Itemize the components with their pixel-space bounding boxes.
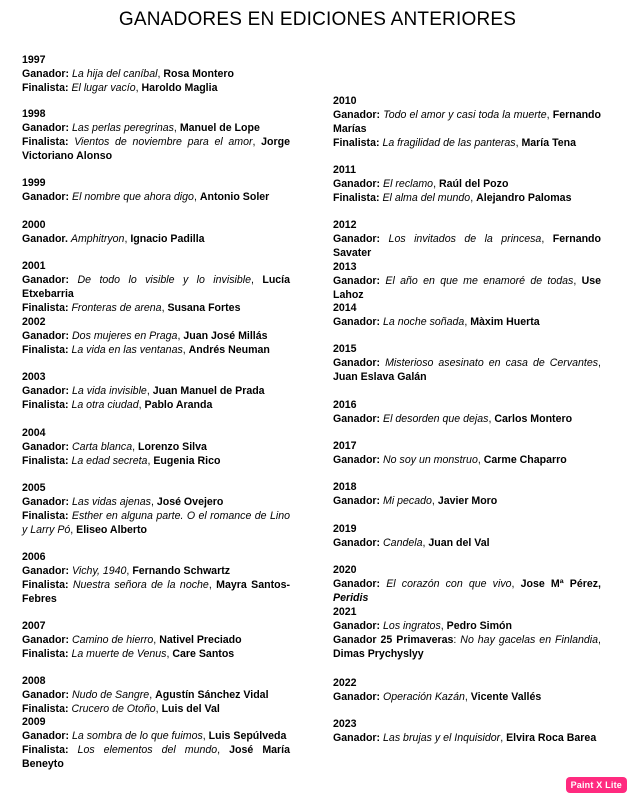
- author-name: Raúl del Pozo: [438, 178, 509, 190]
- author-name: Luis Sepúlveda: [208, 730, 287, 742]
- award-year: 2022: [333, 677, 357, 689]
- award-year: 2002: [22, 316, 46, 328]
- award-line: [22, 454, 290, 468]
- award-year: 2018: [333, 481, 357, 493]
- author-name: Carlos Montero: [494, 413, 573, 425]
- award-line: [333, 177, 601, 191]
- separator: ,: [132, 441, 138, 453]
- book-title: Los invitados de la princesa: [388, 233, 542, 245]
- award-entry: [333, 676, 601, 704]
- book-title: El reclamo: [383, 178, 434, 190]
- book-title: Nudo de Sangre: [72, 689, 150, 701]
- award-label: Ganador:: [22, 191, 73, 203]
- book-title: La vida invisible: [72, 385, 147, 397]
- author-name: Màxim Huerta: [470, 316, 540, 328]
- separator: ,: [135, 82, 142, 94]
- author-name: Fernando Savater: [333, 233, 601, 259]
- book-title: Fronteras de arena: [71, 302, 162, 314]
- separator: ,: [202, 730, 209, 742]
- award-year: 2012: [333, 219, 357, 231]
- award-label: Ganador:: [333, 620, 384, 632]
- award-label: Ganador:: [333, 454, 384, 466]
- separator: ,: [598, 357, 601, 369]
- award-line: [22, 509, 290, 537]
- award-label: Finalista:: [22, 82, 72, 94]
- author-name: Care Santos: [172, 648, 235, 660]
- award-year: 2009: [22, 716, 46, 728]
- award-line: [333, 633, 601, 661]
- award-entry: [333, 717, 601, 745]
- separator: ,: [252, 136, 262, 148]
- award-line: [22, 121, 290, 135]
- award-entry: [333, 218, 601, 260]
- award-label: Ganador:: [333, 109, 384, 121]
- author-name: Manuel de Lope: [179, 122, 260, 134]
- author-name: Carme Chaparro: [483, 454, 567, 466]
- award-label: Finalista:: [22, 302, 72, 314]
- book-title: Todo el amor y casi toda la muerte: [383, 109, 547, 121]
- author-name: Elvira Roca Barea: [506, 732, 597, 744]
- book-title: La vida en las ventanas: [71, 344, 183, 356]
- award-line: [22, 398, 290, 412]
- award-label: Finalista:: [22, 136, 75, 148]
- author-name: Pablo Aranda: [144, 399, 213, 411]
- award-label: Finalista:: [333, 137, 383, 149]
- award-entry: [333, 301, 601, 329]
- award-label: Ganador:: [22, 274, 78, 286]
- award-line: [333, 619, 601, 633]
- award-label: Ganador:: [22, 330, 73, 342]
- separator: ,: [511, 578, 521, 590]
- book-title: La hija del caníbal: [72, 68, 158, 80]
- separator: ,: [177, 330, 184, 342]
- award-label: Ganador:: [333, 357, 386, 369]
- award-line: [22, 273, 290, 301]
- award-year: 2010: [333, 95, 357, 107]
- separator: ,: [153, 634, 160, 646]
- separator: ,: [250, 274, 263, 286]
- award-label: Finalista:: [22, 703, 72, 715]
- author-name: Dimas Prychyslyy: [333, 648, 424, 660]
- award-line: [22, 384, 290, 398]
- separator: ,: [217, 744, 230, 756]
- award-entry: [22, 53, 290, 95]
- separator: ,: [138, 399, 145, 411]
- award-line: [22, 647, 290, 661]
- separator: ,: [470, 192, 477, 204]
- book-title: Las perlas peregrinas: [72, 122, 174, 134]
- award-entry: [333, 605, 601, 661]
- author-name: Fernando Marías: [333, 109, 601, 135]
- author-name: Jorge Victoriano Alonso: [22, 136, 290, 162]
- award-label: Ganador:: [22, 689, 73, 701]
- author-name: Haroldo Maglia: [141, 82, 218, 94]
- award-label: Ganador:: [333, 578, 387, 590]
- award-label: Ganador:: [333, 233, 389, 245]
- award-line: [22, 564, 290, 578]
- author-name: José Ovejero: [156, 496, 224, 508]
- award-label: Ganador:: [22, 634, 73, 646]
- award-year: 2014: [333, 302, 357, 314]
- page-title: GANADORES EN EDICIONES ANTERIORES: [118, 9, 517, 30]
- book-title: La edad secreta: [71, 455, 148, 467]
- award-label: Ganador:: [22, 565, 73, 577]
- award-label: Ganador:: [333, 537, 384, 549]
- author-name: Antonio Soler: [199, 191, 270, 203]
- author-name: Juan del Val: [428, 537, 490, 549]
- award-line: [22, 578, 290, 606]
- award-line: [333, 356, 601, 384]
- separator: :: [453, 634, 461, 646]
- separator: ,: [208, 579, 217, 591]
- book-title: El desorden que dejas: [383, 413, 489, 425]
- award-year: 2019: [333, 523, 357, 535]
- separator: ,: [166, 648, 173, 660]
- book-title: El lugar vacío: [71, 82, 136, 94]
- separator: ,: [182, 344, 189, 356]
- separator: ,: [500, 732, 507, 744]
- award-entry: [333, 342, 601, 384]
- award-label: Finalista:: [22, 455, 72, 467]
- separator: ,: [546, 109, 553, 121]
- separator: ,: [124, 233, 131, 245]
- award-line: [333, 690, 601, 704]
- award-entry: [22, 107, 290, 163]
- award-label: Ganador:: [333, 691, 384, 703]
- award-year: 2008: [22, 675, 46, 687]
- separator: ,: [433, 178, 439, 190]
- award-line: [22, 135, 290, 163]
- author-name: Eugenia Rico: [153, 455, 221, 467]
- separator: ,: [541, 233, 553, 245]
- book-title: Los ingratos: [383, 620, 441, 632]
- award-year: 2015: [333, 343, 357, 355]
- award-label: Ganador 25 Primaveras: [333, 634, 454, 646]
- separator: ,: [150, 496, 157, 508]
- separator: ,: [126, 565, 133, 577]
- award-entry: [22, 481, 290, 537]
- book-title: La fragilidad de las panteras: [382, 137, 516, 149]
- award-entry: [333, 522, 601, 550]
- award-entry: [333, 563, 601, 605]
- book-title: Vichy, 1940: [72, 565, 127, 577]
- separator: ,: [146, 385, 153, 397]
- author-name: Javier Moro: [437, 495, 498, 507]
- separator: ,: [431, 495, 438, 507]
- award-label: Ganador:: [333, 495, 384, 507]
- award-year: 2023: [333, 718, 357, 730]
- separator: ,: [173, 122, 180, 134]
- award-label: Ganador:: [22, 122, 73, 134]
- book-title: La noche soñada: [383, 316, 465, 328]
- award-entry: [333, 480, 601, 508]
- book-title: El nombre que ahora digo: [72, 191, 194, 203]
- award-entry: [22, 218, 290, 246]
- award-line: [22, 190, 290, 204]
- award-year: 2000: [22, 219, 46, 231]
- award-line: [22, 440, 290, 454]
- award-line: [333, 232, 601, 260]
- separator: ,: [70, 524, 77, 536]
- author-name: Fernando Schwartz: [132, 565, 231, 577]
- award-label: Finalista:: [22, 744, 78, 756]
- book-title: Vientos de noviembre para el amor: [74, 136, 253, 148]
- award-year: 2005: [22, 482, 46, 494]
- author-name: Juan José Millás: [183, 330, 268, 342]
- award-line: [22, 743, 290, 771]
- award-entry: [22, 715, 290, 771]
- award-entry: [22, 370, 290, 412]
- separator: ,: [573, 275, 582, 287]
- award-label: Finalista:: [22, 344, 72, 356]
- author-name: Lucía Etxebarria: [22, 274, 291, 300]
- award-label: Ganador:: [333, 275, 386, 287]
- separator: ,: [488, 413, 495, 425]
- book-title: Carta blanca: [72, 441, 133, 453]
- book-title: La muerte de Venus: [71, 648, 167, 660]
- award-year: 1997: [22, 54, 46, 66]
- author-name: José María Beneyto: [22, 744, 290, 770]
- award-year: 2007: [22, 620, 46, 632]
- award-entry: [333, 439, 601, 467]
- book-title: Mi pecado: [383, 495, 432, 507]
- award-year: 2001: [22, 260, 46, 272]
- award-year: 1998: [22, 108, 46, 120]
- book-title: Los elementos del mundo: [77, 744, 218, 756]
- separator: ,: [477, 454, 484, 466]
- award-entry: [333, 398, 601, 426]
- award-label: Finalista:: [333, 192, 383, 204]
- author-name: Nativel Preciado: [159, 634, 242, 646]
- award-label: Ganador:: [333, 316, 384, 328]
- award-line: [22, 232, 290, 246]
- author-name: Andrés Neuman: [188, 344, 270, 356]
- award-line: [22, 702, 290, 716]
- book-title: Amphitryon: [70, 233, 125, 245]
- separator: ,: [147, 455, 154, 467]
- award-entry: [22, 259, 290, 315]
- award-label: Ganador:: [22, 441, 73, 453]
- award-year: 2003: [22, 371, 46, 383]
- author-name: Agustín Sánchez Vidal: [155, 689, 269, 701]
- separator: ,: [464, 691, 471, 703]
- award-year: 2017: [333, 440, 357, 452]
- award-year: 2020: [333, 564, 357, 576]
- award-line: [22, 81, 290, 95]
- separator: ,: [193, 191, 200, 203]
- author-name: Juan Manuel de Prada: [152, 385, 265, 397]
- award-year: 2013: [333, 261, 357, 273]
- award-label: Ganador:: [22, 730, 73, 742]
- book-title: Operación Kazán: [383, 691, 465, 703]
- award-line: [333, 577, 601, 605]
- award-entry: [22, 550, 290, 606]
- award-line: [333, 536, 601, 550]
- award-label: Finalista:: [22, 399, 72, 411]
- award-year: 1999: [22, 177, 46, 189]
- author-name: Rosa Montero: [163, 68, 234, 80]
- award-label: Ganador:: [22, 496, 73, 508]
- author-name: Vicente Vallés: [470, 691, 542, 703]
- award-line: [333, 494, 601, 508]
- author-name: Eliseo Alberto: [76, 524, 148, 536]
- award-line: [333, 453, 601, 467]
- author-name: Susana Fortes: [167, 302, 241, 314]
- award-entry: [22, 674, 290, 716]
- award-line: [22, 495, 290, 509]
- author-name: Juan Eslava Galán: [333, 371, 427, 383]
- award-label: Finalista:: [22, 510, 72, 522]
- author-name: Pedro Simón: [446, 620, 512, 632]
- app-badge: Paint X Lite: [566, 777, 627, 793]
- book-title: Candela: [383, 537, 423, 549]
- author-name: Mayra Santos-Febres: [22, 579, 290, 605]
- book-title: Esther en alguna parte. O el romance de Lino y Larry Pó: [22, 510, 290, 536]
- award-entry: [22, 619, 290, 661]
- award-label: Ganador:: [333, 178, 384, 190]
- award-line: [333, 108, 601, 136]
- award-line: [22, 329, 290, 343]
- book-title: Misterioso asesinato en casa de Cervantes: [385, 357, 599, 369]
- book-title: La sombra de lo que fuimos: [72, 730, 203, 742]
- award-line: [333, 136, 601, 150]
- author-name: Use Lahoz: [333, 275, 602, 301]
- book-title: El alma del mundo: [382, 192, 471, 204]
- book-title: De todo lo visible y lo invisible: [77, 274, 251, 286]
- award-entry: [22, 176, 290, 204]
- book-title: Nuestra señora de la noche: [72, 579, 209, 591]
- award-label: Ganador:: [22, 385, 73, 397]
- award-label: Finalista:: [22, 648, 72, 660]
- award-label: Ganador:: [333, 732, 384, 744]
- award-label: Ganador:: [333, 413, 384, 425]
- separator: ,: [422, 537, 429, 549]
- author-name: María Tena: [521, 137, 577, 149]
- separator: ,: [598, 634, 601, 646]
- author-name: Jose Mª Pérez,: [520, 578, 601, 590]
- award-year: 2021: [333, 606, 357, 618]
- separator: ,: [464, 316, 471, 328]
- award-line: [333, 412, 601, 426]
- book-title: No hay gacelas en Finlandia: [460, 634, 599, 646]
- award-year: 2004: [22, 427, 46, 439]
- award-line: [333, 731, 601, 745]
- book-title: El corazón con que vivo: [386, 578, 512, 590]
- author-name: Ignacio Padilla: [130, 233, 205, 245]
- book-title: Crucero de Otoño: [71, 703, 156, 715]
- award-year: 2016: [333, 399, 357, 411]
- author-name: Alejandro Palomas: [476, 192, 572, 204]
- book-title: El año en que me enamoré de todas: [385, 275, 574, 287]
- award-year: 2011: [333, 164, 356, 176]
- award-entry: [333, 94, 601, 150]
- separator: ,: [149, 689, 156, 701]
- author-name: Peridis: [333, 592, 369, 604]
- award-label: Finalista:: [22, 579, 73, 591]
- award-line: [22, 633, 290, 647]
- award-line: [333, 315, 601, 329]
- separator: ,: [155, 703, 162, 715]
- award-entry: [333, 260, 601, 302]
- award-line: [333, 191, 601, 205]
- award-entry: [22, 426, 290, 468]
- separator: ,: [515, 137, 522, 149]
- book-title: No soy un monstruo: [383, 454, 478, 466]
- separator: ,: [157, 68, 164, 80]
- author-name: Luis del Val: [161, 703, 220, 715]
- award-label: Ganador.: [22, 233, 71, 245]
- award-label: Ganador:: [22, 68, 73, 80]
- separator: ,: [161, 302, 168, 314]
- award-year: 2006: [22, 551, 46, 563]
- award-entry: [22, 315, 290, 357]
- book-title: Dos mujeres en Praga: [72, 330, 178, 342]
- award-line: [333, 274, 601, 302]
- award-line: [22, 729, 290, 743]
- book-title: Camino de hierro: [72, 634, 154, 646]
- book-title: Las brujas y el Inquisidor: [383, 732, 501, 744]
- book-title: La otra ciudad: [71, 399, 139, 411]
- separator: ,: [440, 620, 447, 632]
- award-line: [22, 301, 290, 315]
- award-line: [22, 688, 290, 702]
- award-entry: [333, 163, 601, 205]
- author-name: Lorenzo Silva: [138, 441, 207, 453]
- award-line: [22, 67, 290, 81]
- award-line: [22, 343, 290, 357]
- book-title: Las vidas ajenas: [72, 496, 151, 508]
